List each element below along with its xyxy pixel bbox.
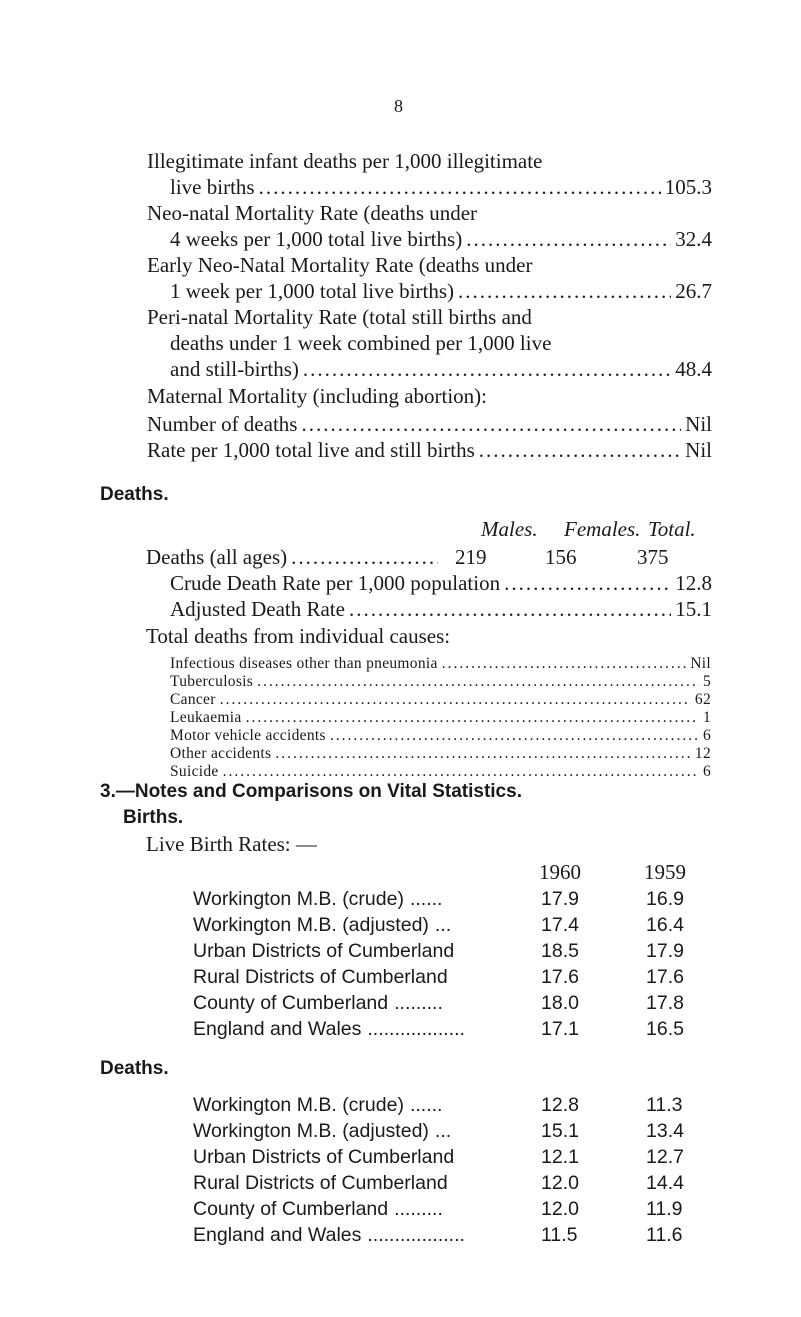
deaths-all-ages-label: Deaths (all ages) <box>146 545 288 569</box>
crude-death-rate-label: Crude Death Rate per 1,000 population <box>170 571 501 595</box>
perinatal-value: 48.4 <box>675 357 712 381</box>
comparison-row <box>0 1145 801 1171</box>
comparison-label <box>193 1119 451 1144</box>
cause-label: Tuberculosis <box>170 673 254 690</box>
comparison-label-text: Workington M.B. (adjusted) <box>193 1120 429 1142</box>
leader-dots <box>458 279 671 304</box>
cause-row <box>170 744 711 762</box>
crude-death-rate-value: 12.8 <box>675 571 712 595</box>
perinatal-row <box>170 357 712 382</box>
deaths-males-value: 219 <box>455 545 487 569</box>
comparison-label-text: Workington M.B. (crude) <box>193 1094 404 1116</box>
maternal-deaths-row <box>147 412 712 437</box>
leader-dots <box>330 726 699 745</box>
deaths-heading: Deaths. <box>100 484 169 505</box>
leader-dots <box>504 571 671 596</box>
neonatal-label-line1: Neo-natal Mortality Rate (deaths under <box>147 201 478 225</box>
comparison-row <box>0 887 801 913</box>
causes-heading: Total deaths from individual causes: <box>146 624 451 648</box>
maternal-deaths-label: Number of deaths <box>147 412 298 436</box>
comparison-label-text: Workington M.B. (adjusted) <box>193 914 429 936</box>
comparison-row <box>0 1171 801 1197</box>
value-1960: 17.9 <box>541 888 579 910</box>
deaths-table <box>0 1093 801 1249</box>
leader-dots: ... <box>434 1120 452 1142</box>
maternal-rate-value: Nil <box>685 438 712 462</box>
comparison-row <box>0 991 801 1017</box>
comparison-label <box>193 1171 448 1196</box>
page-number: 8 <box>394 96 403 116</box>
comparison-label <box>193 1197 443 1222</box>
comparison-row <box>0 1119 801 1145</box>
comparison-label <box>193 991 443 1016</box>
value-1959: 17.8 <box>646 992 684 1014</box>
cause-value: 6 <box>702 727 711 744</box>
column-males: Males. <box>481 517 538 541</box>
leader-dots: ...... <box>409 888 443 910</box>
value-1960: 17.4 <box>541 914 579 936</box>
comparison-label-text: Workington M.B. (crude) <box>193 888 404 910</box>
cause-row <box>170 672 711 690</box>
value-1959: 14.4 <box>646 1172 684 1194</box>
leader-dots <box>349 597 671 622</box>
deaths-total-value: 375 <box>637 545 669 569</box>
value-1959: 16.4 <box>646 914 684 936</box>
neonatal-value: 32.4 <box>675 227 712 251</box>
cause-row <box>170 708 711 726</box>
live-birth-rates-label: Live Birth Rates: — <box>146 832 317 856</box>
leader-dots <box>301 412 681 437</box>
cause-value: 5 <box>702 673 711 690</box>
value-1959: 11.3 <box>646 1094 683 1116</box>
cause-value: 62 <box>694 691 711 708</box>
comparison-row <box>0 1017 801 1043</box>
value-1960: 15.1 <box>541 1120 579 1142</box>
perinatal-label-line3: and still-births) <box>170 357 299 381</box>
comparison-label-text: Rural Districts of Cumberland <box>193 1172 448 1194</box>
perinatal-label-line2: deaths under 1 week combined per 1,000 live <box>170 331 552 355</box>
comparison-label <box>193 939 454 964</box>
maternal-heading: Maternal Mortality (including abortion): <box>147 384 487 408</box>
early-neonatal-label-line2: 1 week per 1,000 total live births) <box>170 279 455 303</box>
cause-row <box>170 762 711 780</box>
leader-dots <box>220 690 691 709</box>
value-1960: 12.8 <box>541 1094 579 1116</box>
comparison-label-text: County of Cumberland <box>193 992 389 1014</box>
leader-dots <box>257 672 699 691</box>
value-1959: 17.9 <box>646 940 684 962</box>
cause-label: Other accidents <box>170 745 272 762</box>
comparison-label <box>193 1017 465 1042</box>
crude-death-rate-row <box>170 571 712 596</box>
comparison-label-text: England and Wales <box>193 1018 362 1040</box>
adjusted-death-rate-value: 15.1 <box>675 597 712 621</box>
leader-dots <box>259 175 661 200</box>
column-females: Females. <box>564 517 641 541</box>
comparison-label-text: County of Cumberland <box>193 1198 389 1220</box>
cause-value: 6 <box>702 763 711 780</box>
comparison-label-text: England and Wales <box>193 1224 362 1246</box>
value-1959: 16.5 <box>646 1018 684 1040</box>
value-1960: 18.0 <box>541 992 579 1014</box>
early-neonatal-row <box>170 279 712 304</box>
value-1960: 12.0 <box>541 1198 579 1220</box>
notes-heading: 3.—Notes and Comparisons on Vital Statistics. <box>100 781 522 802</box>
deaths-comparison-heading: Deaths. <box>100 1058 169 1079</box>
comparison-row <box>0 939 801 965</box>
comparison-label-text: Urban Districts of Cumberland <box>193 1146 455 1168</box>
cause-value: Nil <box>690 655 711 672</box>
cause-value: 12 <box>694 745 711 762</box>
comparison-row <box>0 965 801 991</box>
leader-dots: .................. <box>367 1224 465 1246</box>
comparison-row <box>0 913 801 939</box>
births-heading: Births. <box>123 807 184 828</box>
deaths-females-value: 156 <box>545 545 577 569</box>
leader-dots: ......... <box>394 1198 443 1220</box>
value-1960: 17.1 <box>541 1018 579 1040</box>
comparison-row <box>0 1223 801 1249</box>
value-1959: 16.9 <box>646 888 684 910</box>
value-1960: 18.5 <box>541 940 579 962</box>
value-1960: 11.5 <box>541 1224 578 1246</box>
maternal-rate-label: Rate per 1,000 total live and still births <box>147 438 475 462</box>
illegitimate-value: 105.3 <box>664 175 712 199</box>
value-1959: 17.6 <box>646 966 684 988</box>
deaths-all-ages-row <box>146 545 442 570</box>
comparison-label <box>193 913 451 938</box>
cause-label: Suicide <box>170 763 219 780</box>
comparison-label-text: Urban Districts of Cumberland <box>193 940 455 962</box>
early-neonatal-label-line1: Early Neo-Natal Mortality Rate (deaths under <box>147 253 533 277</box>
leader-dots <box>303 357 671 382</box>
comparison-label <box>193 1223 465 1248</box>
neonatal-row <box>170 227 712 252</box>
maternal-deaths-value: Nil <box>685 412 712 436</box>
column-1959: 1959 <box>644 860 686 884</box>
value-1960: 12.1 <box>541 1146 579 1168</box>
cause-label: Leukaemia <box>170 709 242 726</box>
value-1959: 11.6 <box>646 1224 683 1246</box>
leader-dots <box>246 708 699 727</box>
leader-dots: ... <box>434 914 452 936</box>
leader-dots <box>479 438 681 463</box>
value-1960: 12.0 <box>541 1172 579 1194</box>
comparison-label <box>193 1145 454 1170</box>
cause-label: Motor vehicle accidents <box>170 727 326 744</box>
adjusted-death-rate-label: Adjusted Death Rate <box>170 597 345 621</box>
column-1960: 1960 <box>539 860 581 884</box>
comparison-label-text: Rural Districts of Cumberland <box>193 966 448 988</box>
leader-dots <box>291 545 438 570</box>
leader-dots: .................. <box>367 1018 465 1040</box>
value-1959: 11.9 <box>646 1198 683 1220</box>
perinatal-label-line1: Peri-natal Mortality Rate (total still births and <box>147 305 532 329</box>
births-table <box>0 887 801 1043</box>
illegitimate-label-line1: Illegitimate infant deaths per 1,000 illegitimate <box>147 149 543 173</box>
value-1959: 12.7 <box>646 1146 684 1168</box>
comparison-label <box>193 965 448 990</box>
value-1959: 13.4 <box>646 1120 684 1142</box>
comparison-label <box>193 887 442 912</box>
cause-row <box>170 654 711 672</box>
comparison-label <box>193 1093 442 1118</box>
maternal-rate-row <box>147 438 712 463</box>
cause-label: Cancer <box>170 691 216 708</box>
cause-label: Infectious diseases other than pneumonia <box>170 655 438 672</box>
comparison-row <box>0 1197 801 1223</box>
causes-list <box>170 654 711 780</box>
adjusted-death-rate-row <box>170 597 712 622</box>
value-1960: 17.6 <box>541 966 579 988</box>
leader-dots <box>442 654 687 673</box>
leader-dots <box>275 744 691 763</box>
leader-dots <box>466 227 671 252</box>
leader-dots <box>223 762 699 781</box>
leader-dots: ...... <box>409 1094 443 1116</box>
cause-row <box>170 690 711 708</box>
illegitimate-label-line2: live births <box>170 175 255 199</box>
cause-value: 1 <box>702 709 711 726</box>
cause-row <box>170 726 711 744</box>
illegitimate-row <box>170 175 712 200</box>
neonatal-label-line2: 4 weeks per 1,000 total live births) <box>170 227 463 251</box>
column-total: Total. <box>648 517 696 541</box>
early-neonatal-value: 26.7 <box>675 279 712 303</box>
comparison-row <box>0 1093 801 1119</box>
leader-dots: ......... <box>394 992 443 1014</box>
